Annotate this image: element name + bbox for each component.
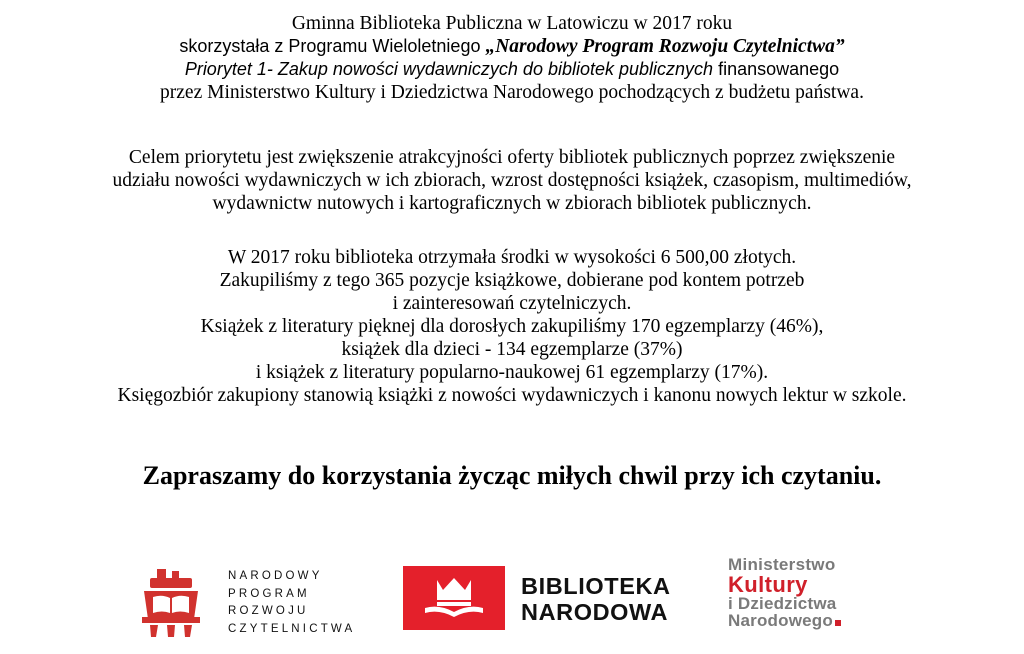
npr-line-3: ROZWOJU — [228, 605, 309, 617]
funds-line-1: W 2017 roku biblioteka otrzymała środki w wysokości 6 500,00 złotych. — [227, 247, 797, 268]
priority-name: Priorytet 1- Zakup nowości wydawniczych do bibliotek publicznych — [184, 59, 714, 79]
goal-line-1: Celem priorytetu jest zwiększenie atrakcyjności oferty bibliotek publicznych poprzez zwiększenie — [128, 147, 896, 168]
mkidn-line-2: Kultury — [728, 572, 808, 597]
goal-line-3: wydawnictw nutowych i kartograficznych w zbiorach bibliotek publicznych. — [212, 193, 812, 214]
intro-paragraph — [0, 12, 1024, 104]
funds-line-5: książek dla dzieci - 134 egzemplarze (37%) — [341, 339, 683, 360]
intro-line-4: przez Ministerstwo Kultury i Dziedzictwa Narodowego pochodzących z budżetu państwa. — [160, 82, 864, 103]
intro-line-2 — [0, 35, 1024, 58]
npr-logo-text — [228, 568, 355, 638]
intro-line-3 — [0, 58, 1024, 81]
mkidn-dot — [835, 620, 841, 626]
mkidn-line-4-wrap — [728, 612, 841, 629]
intro-financing: finansowanego — [713, 59, 840, 79]
funds-line-2: Zakupiliśmy z tego 365 pozycje książkowe, dobierane pod kontem potrzeb — [219, 270, 805, 291]
invitation — [0, 460, 1024, 492]
locomotive-book-icon — [140, 567, 202, 639]
funds-line-7: Księgozbiór zakupiony stanowią książki z nowości wydawniczych i kanonu nowych lektur w szkole. — [117, 385, 907, 406]
funds-paragraph — [0, 246, 1024, 407]
bn-line-2: NARODOWA — [521, 599, 669, 625]
funds-line-3: i zainteresowań czytelniczych. — [392, 293, 632, 314]
bn-line-1: BIBLIOTEKA — [521, 573, 671, 599]
npr-line-1: NARODOWY — [228, 570, 323, 582]
intro-program-prefix: skorzystała z Programu Wieloletniego — [179, 36, 486, 56]
crown-book-icon — [403, 566, 505, 630]
goal-paragraph — [0, 146, 1024, 215]
funds-line-6: i książek z literatury popularno-naukowej 61 egzemplarzy (17%). — [255, 362, 769, 383]
program-name: „Narodowy Program Rozwoju Czytelnictwa” — [485, 36, 845, 57]
npr-line-4: CZYTELNICTWA — [228, 622, 356, 635]
funds-line-4: Książek z literatury pięknej dla dorosłych zakupiliśmy 170 egzemplarzy (46%), — [200, 316, 824, 337]
mkidn-line-3: i Dziedzictwa — [728, 594, 837, 613]
invitation-text: Zapraszamy do korzystania życząc miłych chwil przy ich czytaniu. — [142, 461, 882, 490]
mkidn-line-4: Narodowego — [728, 611, 833, 630]
mkidn-line-1: Ministerstwo — [728, 555, 836, 574]
sponsor-logos — [0, 555, 1024, 654]
goal-line-2: udziału nowości wydawniczych w ich zbiorach, wzrost dostępności książek, czasopism, multimediów, — [112, 170, 912, 191]
npr-line-2: PROGRAM — [228, 587, 310, 600]
intro-line-1: Gminna Biblioteka Publiczna w Latowiczu w 2017 roku — [291, 13, 733, 34]
bn-logo-text — [521, 573, 671, 625]
mkidn-logo — [728, 555, 841, 629]
